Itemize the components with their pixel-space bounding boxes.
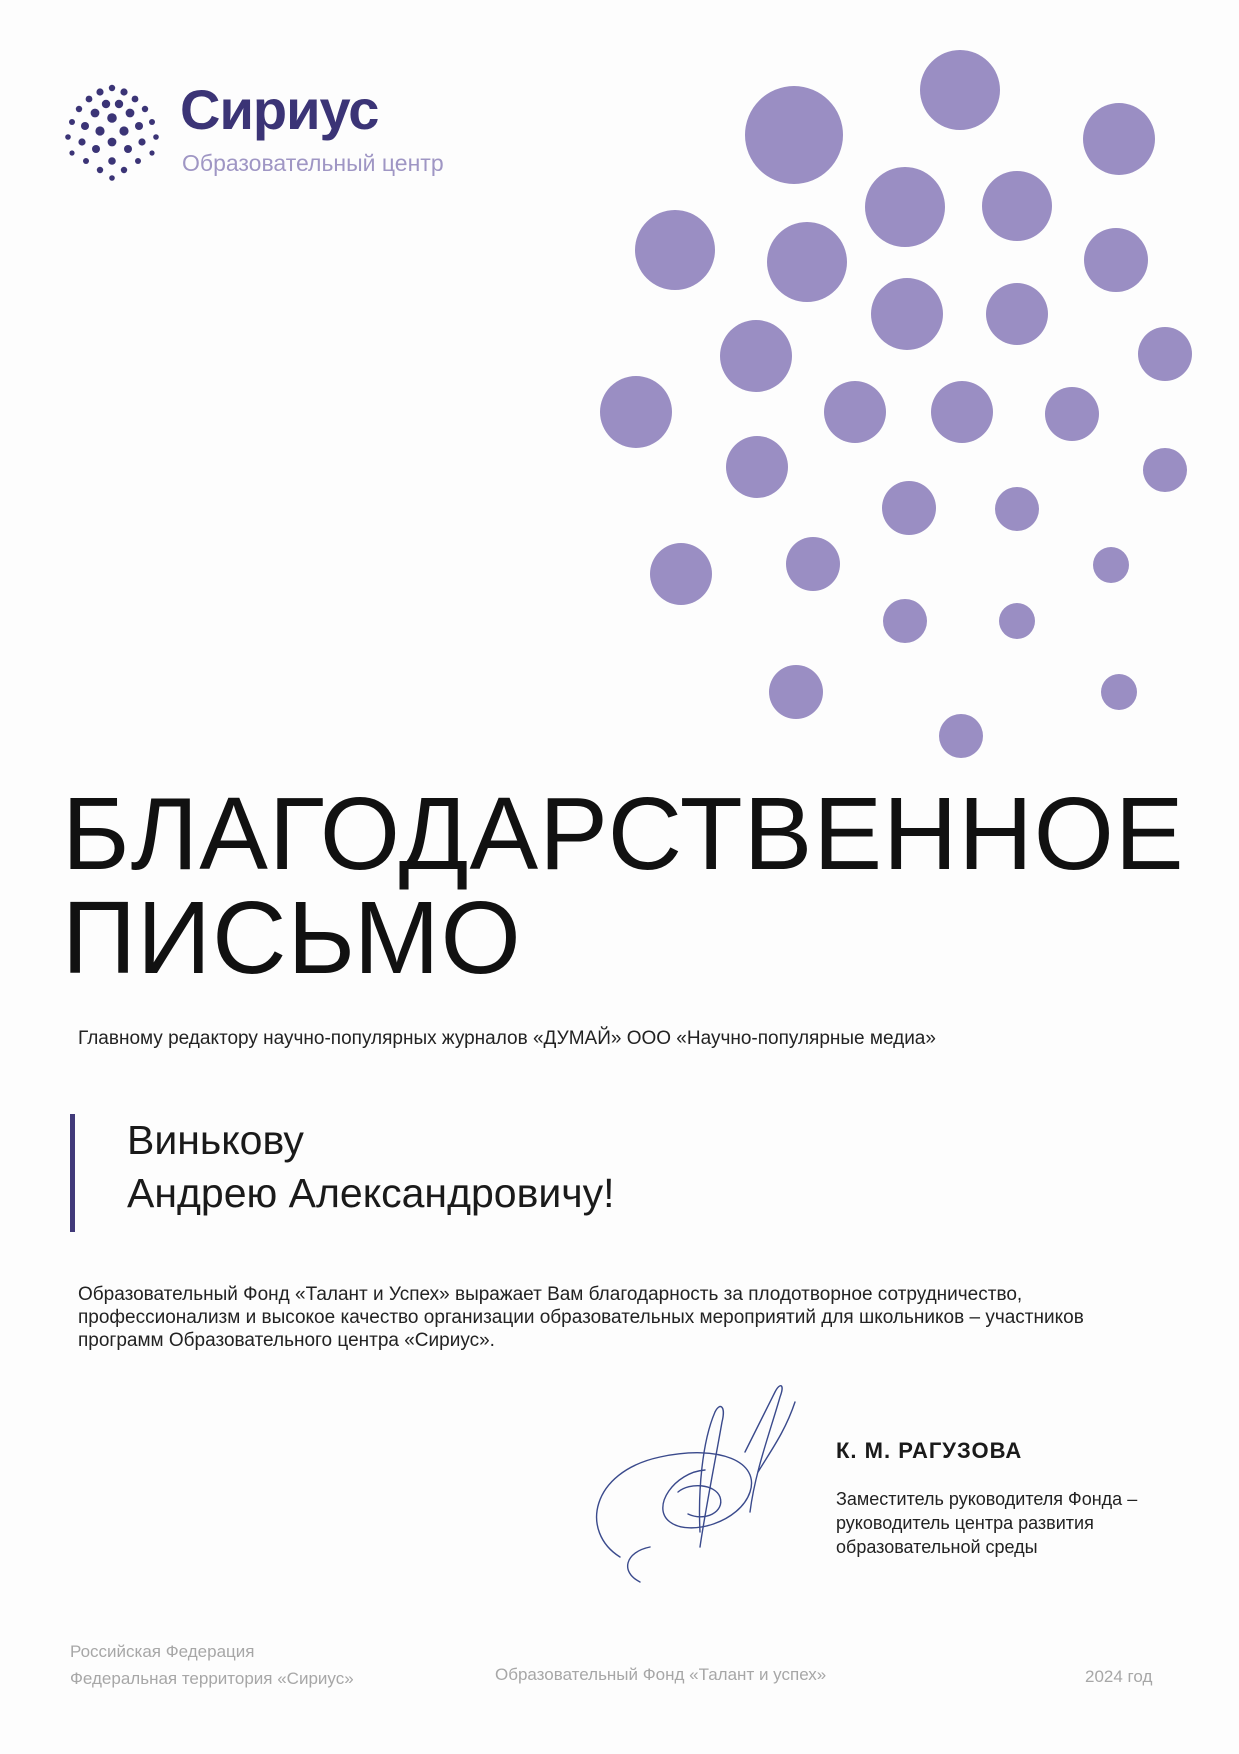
recipient-surname: Винькову [127, 1117, 304, 1163]
footer-year: 2024 год [1085, 1667, 1153, 1686]
recipient-given-names: Андрею Александровичу! [127, 1170, 615, 1216]
signer-title [836, 1487, 1137, 1559]
recipient-name-block [70, 1114, 615, 1232]
signer-name: К. М. РАГУЗОВА [836, 1438, 1023, 1463]
logo-name: Сириус [180, 78, 379, 141]
footer-location [70, 1638, 354, 1692]
title-line-2: ПИСЬМО [62, 880, 522, 995]
page-title [62, 776, 1185, 995]
decorative-dot-pattern [0, 0, 1239, 780]
letter-body: Образовательный Фонд «Талант и Успех» выражает Вам благодарность за плодотворное сотрудничество, профессионализм и высокое качество организации образовательных мероприятий для школьников – участников программ Образовательного центра «Сириус». [78, 1284, 1084, 1351]
footer-organization: Образовательный Фонд «Талант и успех» [495, 1665, 827, 1684]
signer-title-line-1: Заместитель руководителя Фонда – [836, 1489, 1138, 1509]
logo-subtitle: Образовательный центр [182, 150, 444, 176]
footer-country: Российская Федерация [70, 1642, 255, 1661]
signer-title-line-2: руководитель центра развития [836, 1513, 1094, 1533]
recipient-role: Главному редактору научно-популярных журналов «ДУМАЙ» ООО «Научно-популярные медиа» [78, 1028, 936, 1049]
title-line-1: БЛАГОДАРСТВЕННОЕ [62, 776, 1185, 891]
signer-title-line-3: образовательной среды [836, 1537, 1038, 1557]
footer-territory: Федеральная территория «Сириус» [70, 1669, 354, 1688]
handwritten-signature [580, 1372, 860, 1592]
